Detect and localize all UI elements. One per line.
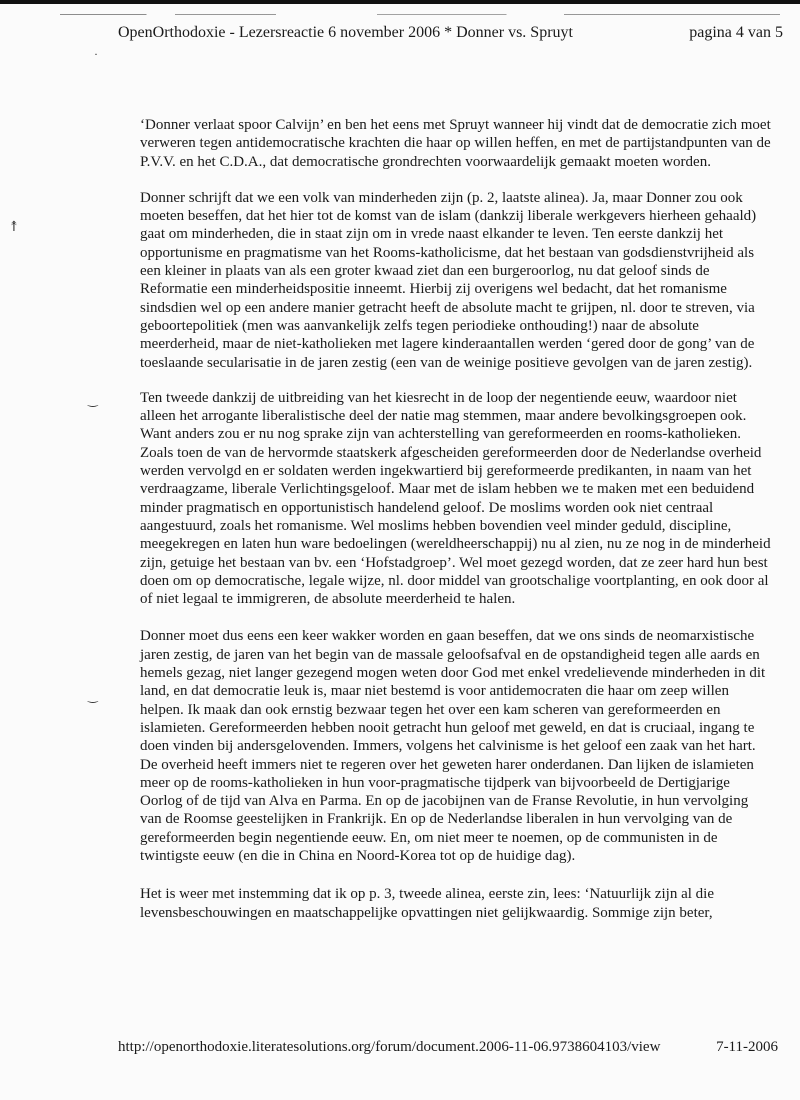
paragraph: Het is weer met instemming dat ik op p. 3, tweede alinea, eerste zin, lees: ‘Natuurlijk zijn al die levensbeschouwingen en maatschappelijke opvattingen niet gelijkwaardig. Sommige zijn beter, bbox=[140, 886, 714, 921]
scan-speck: · bbox=[94, 47, 98, 61]
paragraph: Donner moet dus eens een keer wakker worden en gaan beseffen, dat we ons sinds de neomarxistische jaren zestig, de jaren van het begin van de massale geloofsafval en de opstandigheid tegen alle aards en hemels gezag, niet langer gezegend mogen weten door God met enkel vredelievende minderheden in dit land, en dat democratie leuk is, maar niet bestemd is voor antidemocraten die haar om zeep willen helpen. Ik maak dan ook ernstig bezwaar tegen het over een kam scheren van gereformeerden en islamieten. Gereformeerden hebben nooit getracht hun geloof met geweld, en dat is cruciaal, ingang te doen vinden bij andersgelovenden. Immers, volgens het calvinisme is het geloof een zaak van het hart. De overheid heeft immers niet te regeren over het geweten harer onderdanen. Dan lijken de islamieten meer op de rooms-katholieken in hun voor-pragmatische tijdperk van bijvoorbeeld de Dertigjarige Oorlog of de tijd van Alva en Parma. En op de jacobijnen van de Franse Revolutie, in hun vervolging van de Roomse geestelijken in Frankrijk. En op de Nederlandse liberalen in hun vervolging van de gereformeerden begin negentiende eeuw. En, om niet meer te noemen, op de communisten in de twintigste eeuw (en die in China en Noord-Korea tot op de huidige dag). bbox=[140, 628, 766, 864]
scan-artifact-line bbox=[60, 14, 780, 15]
paragraph: Ten tweede dankzij de uitbreiding van het kiesrecht in de loop der negentiende eeuw, waardoor niet alleen het arrogante liberalistische deel der natie mag stemmen, maar andere bevolkingsgroepen ook. Want anders zou er nu nog sprake zijn van achterstelling van gereformeerden en rooms-katholieken. Zoals toen de van de hervormde staatskerk afgescheiden gereformeerden door de Nederlandse overheid werden vervolgd en er soldaten werden ingekwartierd bij gereformeerde predikanten, in naam van het verdraagzame, liberale Verlichtingsgeloof. Maar met de islam hebben we te maken met een beduidend minder pragmatisch en opportunistisch handelend geloof. De moslims worden ook niet centraal aangestuurd, zoals het romanisme. Wel moslims hebben bovendien veel minder geduld, discipline, meegekregen en laten hun ware bedoelingen (wereldheerschappij) nu al zien, nu ze nog in de minderheid zijn, getuige het bestaan van bv. een ‘Hofstadgroep’. Wel moet gezegd worden, dat ze zeer hard hun best doen om op democratische, legale wijze, nl. door middel van grootschalige voortplanting, en ook door al of niet legaal te immigreren, de absolute meerderheid te halen. bbox=[140, 389, 771, 608]
paragraph: Donner schrijft dat we een volk van minderheden zijn (p. 2, laatste alinea). Ja, maar Donner zou ook moeten beseffen, dat het hier tot de komst van de islam (dankzij liberale werkgevers hierheen gehaald) gaat om minderheden, die in staat zijn om in vrede naast elkander te leven. Ten eerste dankzij het opportunisme en pragmatisme van het Rooms-katholicisme, dat het bestaan van godsdienstvrijheid als een kleiner in plaats van als een groter kwaad ziet dan een burgeroorlog, nu dat geloof sinds de Reformatie een minderheidspositie inneemt. Hierbij zij overigens wel bedacht, dat het romanisme sindsdien wel op een andere manier getracht heeft de absolute macht te grijpen, nl. door te streven, via geboortepolitiek (men was aanvankelijk zelfs tegen periodieke onthouding!) naar de absolute meerderheid, maar de niet-katholieken met lagere kinderaantallen werden ‘gered door de gong’ van de toeslaande secularisatie in de jaren zestig (een van de weinige positieve gevolgen van de jaren zestig). bbox=[140, 189, 757, 371]
source-url: http://openorthodoxie.literatesolutions.org/forum/document.2006-11-06.9738604103/view bbox=[118, 1039, 661, 1055]
margin-dash-mark: ‿ bbox=[88, 689, 98, 703]
paragraph: ‘Donner verlaat spoor Calvijn’ en ben het eens met Spruyt wanneer hij vindt dat de democratie zich moet verweren tegen antidemocratische krachten die haar op willen heffen, en met de partijstandpunten van de P.V.V. en het C.D.A., dat democratische grondrechten voorwaardelijk gemaakt moeten worden. bbox=[140, 117, 771, 170]
page-title: OpenOrthodoxie - Lezersreactie 6 november 2006 * Donner vs. Spruyt bbox=[118, 24, 573, 41]
page-number: pagina 4 van 5 bbox=[689, 24, 783, 41]
scan-edge bbox=[0, 0, 800, 4]
margin-arrow-mark: ↟ bbox=[8, 220, 20, 235]
print-date: 7-11-2006 bbox=[716, 1039, 778, 1055]
article-body bbox=[140, 116, 772, 940]
margin-dash-mark: ‿ bbox=[88, 393, 98, 407]
